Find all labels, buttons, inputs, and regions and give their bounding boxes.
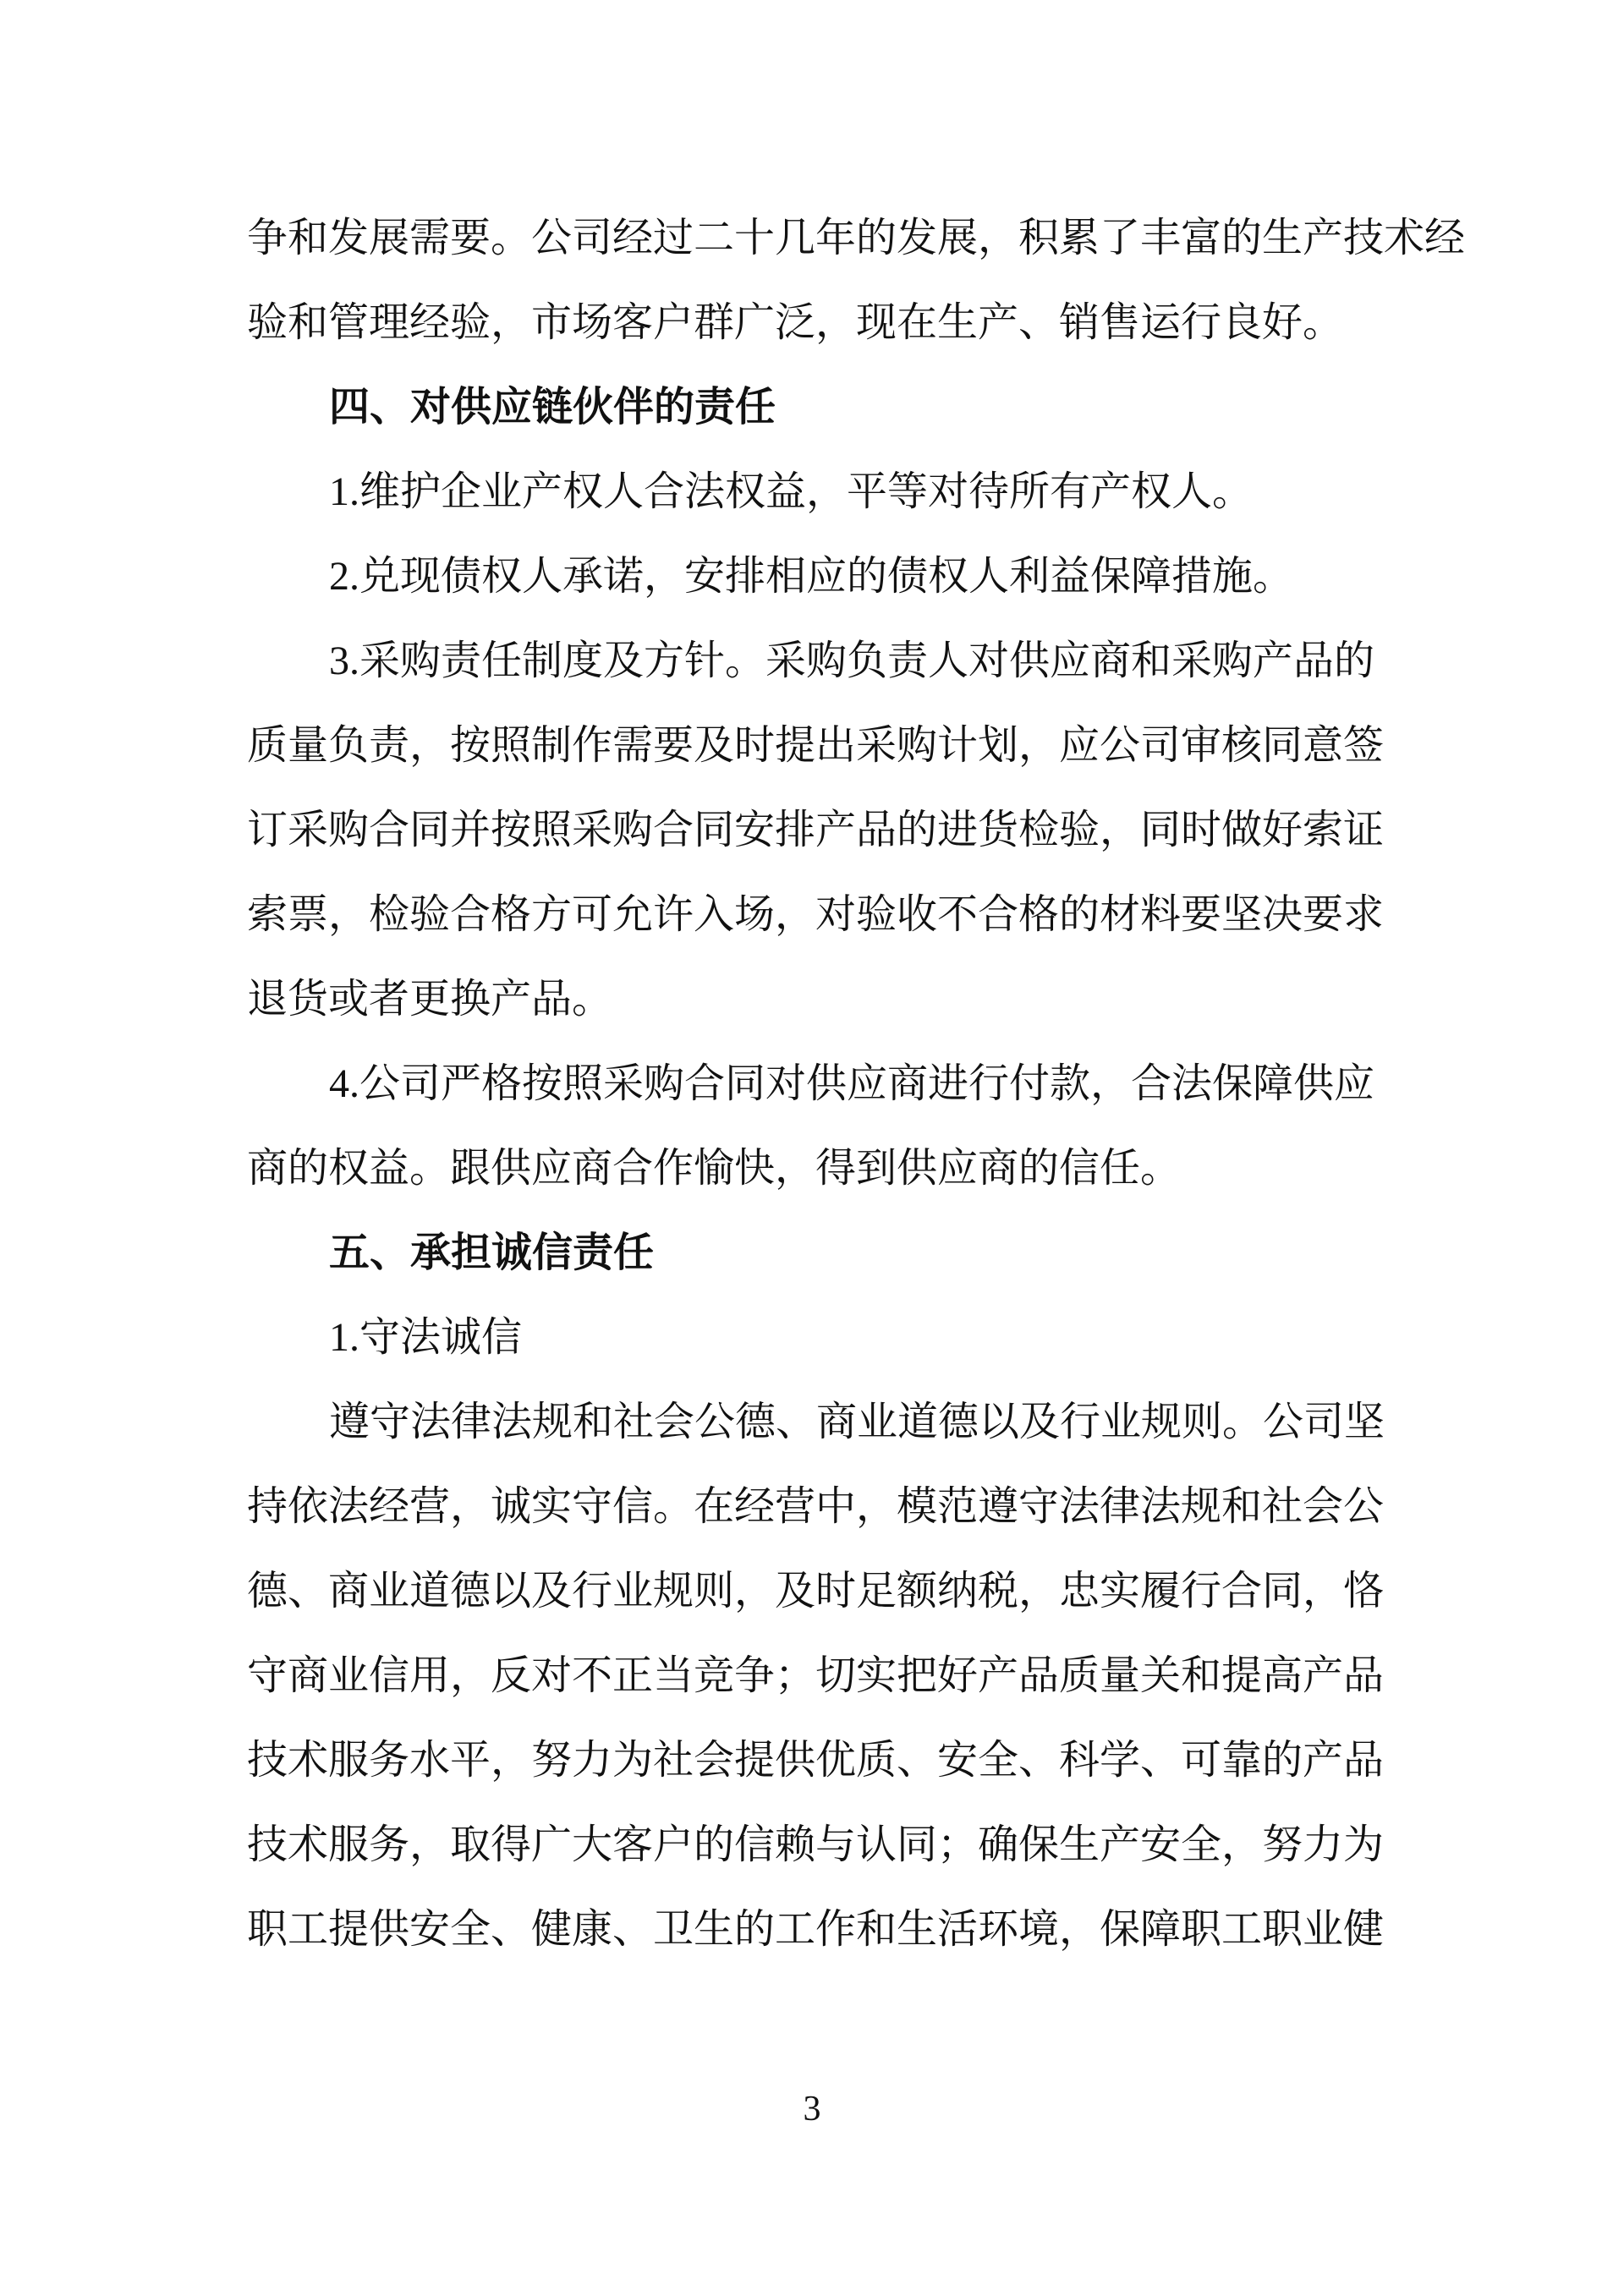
page-number: 3 xyxy=(803,2090,821,2129)
text-line: 争和发展需要。公司经过二十几年的发展，积累了丰富的生产技术经 xyxy=(247,216,1466,260)
text-line: 3.采购责任制度及方针。采购负责人对供应商和采购产品的 xyxy=(329,638,1375,683)
text-line: 五、承担诚信责任 xyxy=(329,1230,655,1275)
text-line: 四、对供应链伙伴的责任 xyxy=(329,385,776,430)
text-line: 技术服务，取得广大客户的信赖与认同；确保生产安全，努力为 xyxy=(247,1822,1385,1867)
text-line: 德、商业道德以及行业规则，及时足额纳税，忠实履行合同，恪 xyxy=(247,1569,1385,1614)
document-text-block xyxy=(247,196,1466,1972)
text-line: 4.公司严格按照采购合同对供应商进行付款，合法保障供应 xyxy=(329,1061,1375,1106)
text-line: 订采购合同并按照采购合同安排产品的进货检验，同时做好索证 xyxy=(247,808,1385,852)
text-line: 1.守法诚信 xyxy=(329,1315,523,1360)
text-line: 商的权益。跟供应商合作愉快，得到供应商的信任。 xyxy=(247,1146,1182,1191)
text-line: 遵守法律法规和社会公德、商业道德以及行业规则。公司坚 xyxy=(329,1400,1385,1444)
text-line: 2.兑现债权人承诺，安排相应的债权人利益保障措施。 xyxy=(329,554,1294,599)
text-line: 退货或者更换产品。 xyxy=(247,977,613,1022)
text-line: 验和管理经验，市场客户群广泛，现在生产、销售运行良好。 xyxy=(247,300,1344,345)
text-line: 索票，检验合格方可允许入场，对验收不合格的材料要坚决要求 xyxy=(247,892,1385,937)
text-line: 技术服务水平，努力为社会提供优质、安全、科学、可靠的产品 xyxy=(247,1738,1385,1783)
text-line: 职工提供安全、健康、卫生的工作和生活环境，保障职工职业健 xyxy=(247,1907,1385,1952)
text-line: 持依法经营，诚实守信。在经营中，模范遵守法律法规和社会公 xyxy=(247,1484,1385,1529)
text-line: 1.维护企业产权人合法权益，平等对待所有产权人。 xyxy=(329,469,1254,514)
text-line: 守商业信用，反对不正当竞争；切实把好产品质量关和提高产品 xyxy=(247,1653,1385,1698)
text-line: 质量负责，按照制作需要及时提出采购计划，应公司审核同意签 xyxy=(247,723,1385,768)
